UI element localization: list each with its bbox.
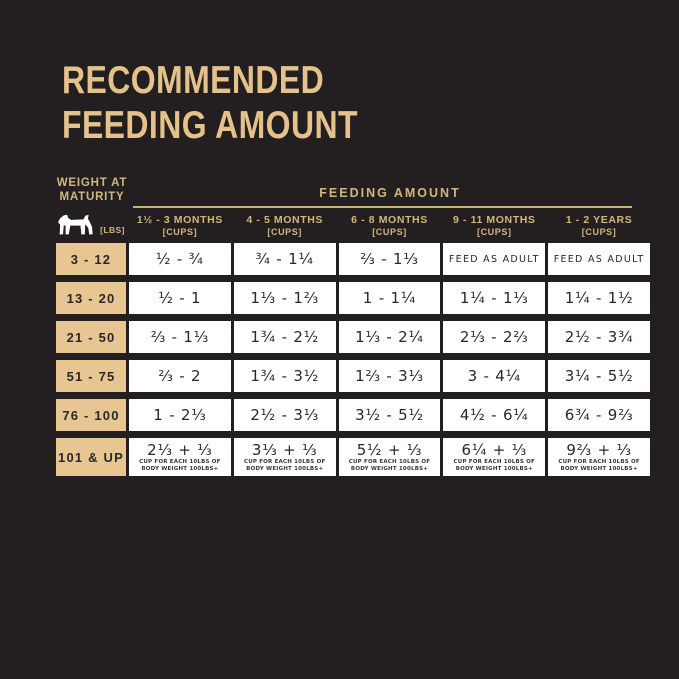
value-cell: 3 - 4¼ [443, 360, 545, 392]
value-cell-with-note [548, 438, 650, 476]
feeding-table [56, 243, 650, 476]
cup-note-line2: BODY WEIGHT 100LBS+ [560, 465, 638, 472]
value-cell-with-note [129, 438, 231, 476]
value-cell: 1¾ - 3½ [234, 360, 336, 392]
cup-note-line1: CUP FOR EACH 10LBS OF [558, 459, 640, 465]
column-header-1 [129, 214, 231, 239]
value-cell-with-note [339, 438, 441, 476]
weight-cell: 3 - 12 [56, 243, 126, 275]
value-cell: 2⅓ - 2⅔ [443, 321, 545, 353]
value-cell: ⅔ - 1⅓ [129, 321, 231, 353]
column-header-unit: [CUPS] [372, 227, 407, 237]
value-cell: ½ - ¾ [129, 243, 231, 275]
column-header-row [56, 213, 650, 239]
value-cell-with-note [443, 438, 545, 476]
weight-header-line2: MATURITY [59, 190, 125, 203]
cup-note-line2: BODY WEIGHT 100LBS+ [246, 465, 324, 472]
value-cell: FEED AS ADULT [548, 243, 650, 275]
value-cell: 1 - 2⅓ [129, 399, 231, 431]
column-header-label: 4 - 5 MONTHS [246, 214, 323, 226]
lbs-label: [LBS] [100, 225, 125, 235]
value-text: 6¼ + ⅓ [461, 441, 528, 459]
value-cell-with-note [234, 438, 336, 476]
column-header-2 [234, 214, 336, 239]
column-header-5 [548, 214, 650, 239]
feeding-amount-header: FEEDING AMOUNT [319, 186, 461, 200]
column-header-label: 6 - 8 MONTHS [351, 214, 428, 226]
value-cell: ⅔ - 1⅓ [339, 243, 441, 275]
column-header-4 [443, 214, 545, 239]
value-cell: 4½ - 6¼ [443, 399, 545, 431]
value-cell: 1⅔ - 3⅓ [339, 360, 441, 392]
value-cell: 3½ - 5½ [339, 399, 441, 431]
weight-cell: 21 - 50 [56, 321, 126, 353]
cup-note-line1: CUP FOR EACH 10LBS OF [453, 459, 536, 465]
page-title [62, 58, 358, 148]
column-header-3 [339, 214, 441, 239]
weight-cell: 51 - 75 [56, 360, 126, 392]
value-cell: 1¼ - 1⅓ [443, 282, 545, 314]
value-cell: 2½ - 3⅓ [234, 399, 336, 431]
cup-note-line2: BODY WEIGHT 100LBS+ [455, 465, 533, 472]
column-header-unit: [CUPS] [476, 227, 512, 237]
value-cell: 1¾ - 2½ [234, 321, 336, 353]
value-cell: 1¼ - 1½ [548, 282, 650, 314]
value-cell: 6¾ - 9⅔ [548, 399, 650, 431]
value-text: 5½ + ⅓ [356, 441, 423, 459]
column-header-unit: [CUPS] [162, 227, 198, 237]
value-text: 9⅔ + ⅓ [566, 441, 632, 459]
value-cell: 1⅓ - 2¼ [339, 321, 441, 353]
cup-note-line2: BODY WEIGHT 100LBS+ [141, 465, 219, 472]
value-cell: 3¼ - 5½ [548, 360, 650, 392]
value-cell: ¾ - 1¼ [234, 243, 336, 275]
cup-note-line2: BODY WEIGHT 100LBS+ [350, 465, 429, 472]
column-header-label: 1 - 2 YEARS [565, 214, 633, 226]
column-header-unit: [CUPS] [581, 227, 617, 237]
weight-header-line1: WEIGHT AT [56, 177, 128, 189]
cup-note-line1: CUP FOR EACH 10LBS OF [348, 459, 431, 465]
page-title-line2: FEEDING AMOUNT [62, 104, 358, 147]
weight-cell: 13 - 20 [56, 282, 126, 314]
value-cell: FEED AS ADULT [443, 243, 545, 275]
cup-note-line1: CUP FOR EACH 10LBS OF [243, 459, 326, 465]
weight-cell: 76 - 100 [56, 399, 126, 431]
value-text: 3⅓ + ⅓ [251, 441, 318, 459]
value-cell: ⅔ - 2 [129, 360, 231, 392]
value-cell: 1 - 1¼ [339, 282, 441, 314]
feeding-amount-underline [133, 206, 632, 208]
column-header-label: 1½ - 3 MONTHS [136, 214, 223, 226]
value-cell: 2½ - 3¾ [548, 321, 650, 353]
page-title-line1: RECOMMENDED [62, 59, 325, 102]
weight-cell: 101 & UP [56, 438, 126, 476]
value-cell: ½ - 1 [129, 282, 231, 314]
weight-unit-header [56, 213, 126, 239]
dog-icon [57, 213, 97, 238]
column-header-label: 9 - 11 MONTHS [453, 214, 536, 226]
value-text: 2⅓ + ⅓ [147, 441, 213, 459]
cup-note-line1: CUP FOR EACH 10LBS OF [139, 459, 221, 465]
value-cell: 1⅓ - 1⅔ [234, 282, 336, 314]
column-header-unit: [CUPS] [267, 227, 302, 237]
